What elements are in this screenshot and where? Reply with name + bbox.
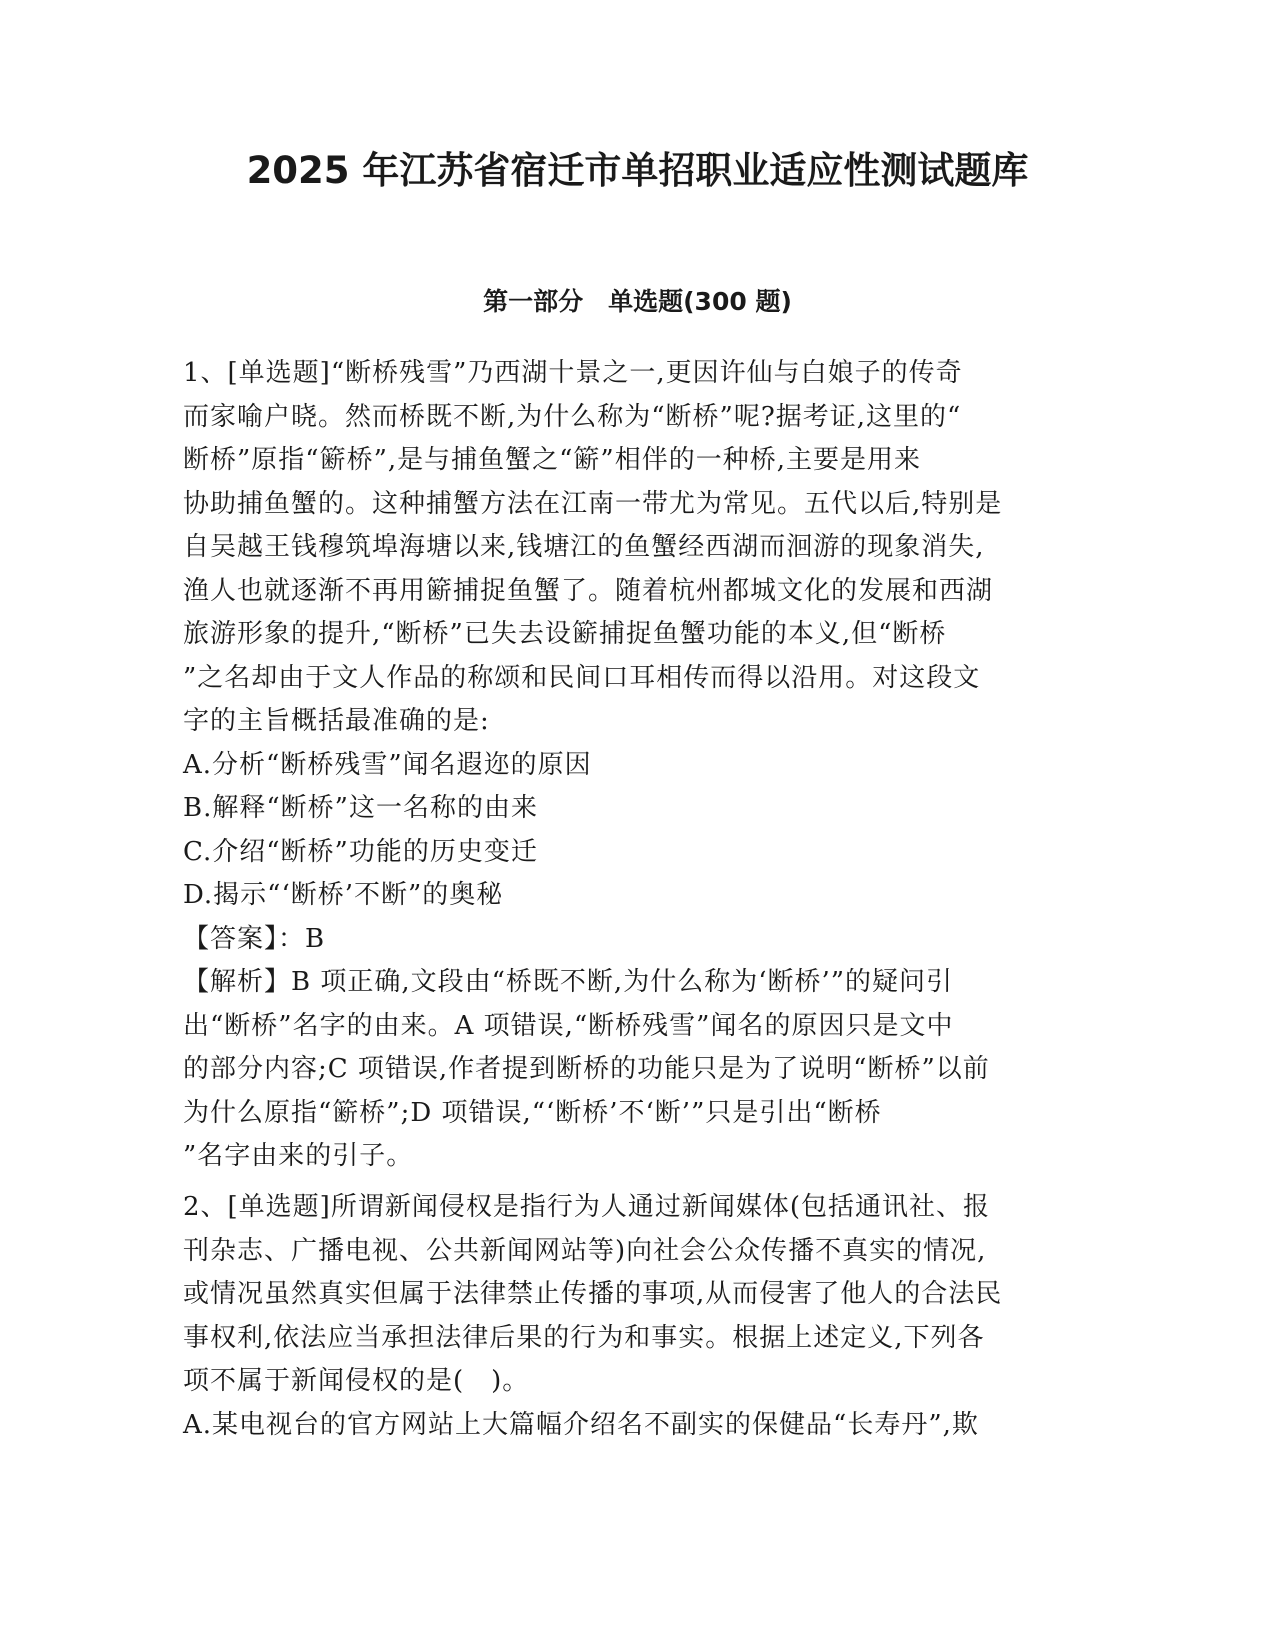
section-heading: 第一部分 单选题(300 题) [483, 287, 792, 316]
stem-line: 自吴越王钱穆筑埠海塘以来,钱塘江的鱼蟹经西湖而洄游的现象消失, [183, 532, 985, 562]
option-a: A.某电视台的官方网站上大篇幅介绍名不副实的保健品“长寿丹”,欺 [183, 1409, 979, 1440]
stem-line: 协助捕鱼蟹的。这种捕蟹方法在江南一带尤为常见。五代以后,特别是 [183, 488, 1003, 519]
option-d: D.揭示“‘断桥’不断”的奥秘 [183, 880, 504, 910]
stem-line: 断桥”原指“簖桥”,是与捕鱼蟹之“簖”相伴的一种桥,主要是用来 [183, 445, 921, 475]
document-title: 2025 年江苏省宿迁市单招职业适应性测试题库 [246, 149, 1029, 192]
stem-line: 渔人也就逐渐不再用簖捕捉鱼蟹了。随着杭州都城文化的发展和西湖 [183, 575, 994, 606]
stem-line: 1、[单选题]“断桥残雪”乃西湖十景之一,更因许仙与白娘子的传奇 [183, 358, 963, 388]
stem-line: 刊杂志、广播电视、公共新闻网站等)向社会公众传播不真实的情况, [183, 1235, 987, 1266]
answer: 【答案】：B [183, 923, 326, 954]
analysis-line: ”名字由来的引子。 [183, 1141, 414, 1171]
question-1 [183, 352, 1073, 1179]
analysis-line: 出“断桥”名字的由来。A 项错误,“断桥残雪”闻名的原因只是文中 [183, 1010, 954, 1041]
stem-line: 项不属于新闻侵权的是( )。 [183, 1366, 530, 1396]
stem-line: 事权利,依法应当承担法律后果的行为和事实。根据上述定义,下列各 [183, 1322, 985, 1353]
option-list [183, 744, 1073, 918]
stem-line: 而家喻户晓。然而桥既不断,为什么称为“断桥”呢?据考证,这里的“ [183, 401, 962, 432]
stem-line: 或情况虽然真实但属于法律禁止传播的事项,从而侵害了他人的合法民 [183, 1279, 1003, 1309]
option-list [183, 1404, 1073, 1448]
analysis [183, 961, 1073, 1179]
analysis-line: 【解析】B 项正确,文段由“桥既不断,为什么称为‘断桥’”的疑问引 [183, 967, 954, 997]
stem-line: 字的主旨概括最准确的是: [183, 706, 490, 736]
analysis-line: 为什么原指“簖桥”;D 项错误,“‘断桥’不‘断’”只是引出“断桥 [183, 1097, 882, 1128]
stem-line: ”之名却由于文人作品的称颂和民间口耳相传而得以沿用。对这段文 [183, 662, 981, 693]
option-a: A.分析“断桥残雪”闻名遐迩的原因 [183, 749, 592, 780]
question-stem [183, 352, 1073, 744]
option-b: B.解释“断桥”这一名称的由来 [183, 793, 538, 823]
stem-line: 旅游形象的提升,“断桥”已失去设簖捕捉鱼蟹功能的本义,但“断桥 [183, 619, 947, 649]
stem-line: 2、[单选题]所谓新闻侵权是指行为人通过新闻媒体(包括通讯社、报 [183, 1192, 990, 1222]
option-c: C.介绍“断桥”功能的历史变迁 [183, 836, 538, 867]
analysis-line: 的部分内容;C 项错误,作者提到断桥的功能只是为了说明“断桥”以前 [183, 1054, 990, 1084]
question-stem [183, 1186, 1073, 1404]
question-2 [183, 1186, 1073, 1447]
